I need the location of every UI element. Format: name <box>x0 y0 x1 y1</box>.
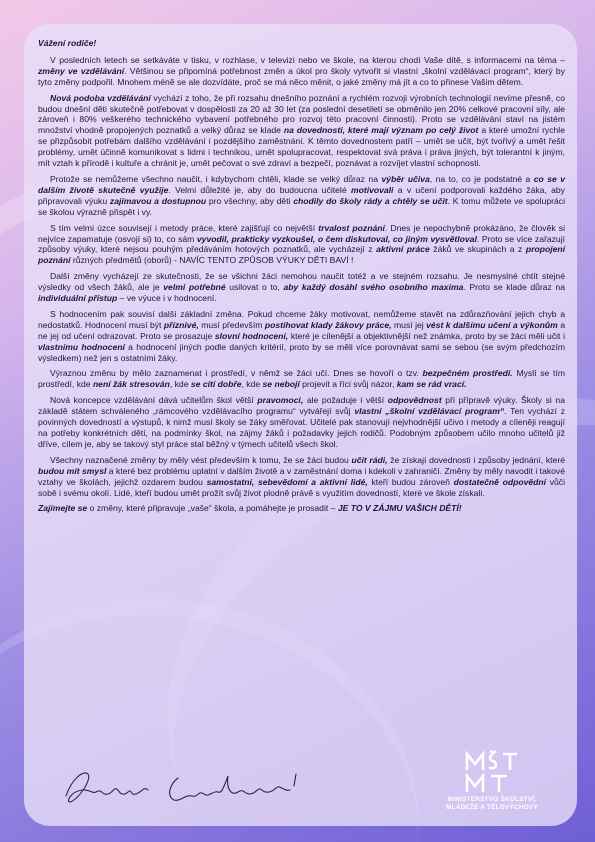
emphasis-text: příznivé, <box>163 319 199 330</box>
text-run: . Ten vychází z povinných dovedností a výstupů, k nimž musí školy se žáky směřovat. Učitelé pak stanovují nejvhodnější učivo i metody a cíleněji reagují na potřeby konkrétních dětí, na podmínky škol, na zájmy žáků i požadavky jejich rodičů. Podobným způsobem učilo mnoho učitelů již dříve, cílem je, aby se takový styl práce stal běžný v týmech učitelů všech škol. <box>38 406 565 449</box>
greeting-text: Vážení rodiče! <box>38 38 97 48</box>
emphasis-text: motivovali <box>350 184 394 195</box>
text-run: které je cílenější a objektivnější než známka, proto by se žáci měli učit i <box>288 330 565 341</box>
text-run: . Většinou se připomíná potřebnost změn a úkol pro školy vytvořit si vlastní „školní vzdělávací program“, který by tyto změny podpořil. Mnohem méně se ale dozvídáte, proč se má něco měnit, o jaké změny má jít a co to přinese Vašim dětem. <box>38 65 565 87</box>
letter-paragraph <box>38 223 565 267</box>
emphasis-text: samostatní, sebevědomí a aktivní lidé, <box>206 476 368 487</box>
text-run: – ve výuce i v hodnocení. <box>117 293 217 304</box>
text-run: že získají dovednosti i způsoby jednání, které <box>387 454 565 465</box>
text-run: Všechny naznačené změny by měly vést především k tomu, že se žáci budou <box>50 454 352 465</box>
letter-paragraph <box>38 174 565 218</box>
letter-body <box>38 38 565 514</box>
emphasis-text: není žák stresován <box>92 379 170 390</box>
text-run: ale požaduje i větší <box>303 395 388 406</box>
text-run: o změny, které připravuje „vaše“ škola, a pomáhejte je prosadit – <box>87 503 338 514</box>
text-run: vychází z toho, že při rozsahu dnešního poznání a rychlém rozvoji výrobních technologií nevíme přesně, co budou dnešní děti skutečně potřebovat v dospělosti za 20 až 30 let (za poslední desetiletí se obměnilo jen 20% celkové pracovní síly, ale zároveň i 80% veškerého technického vybavení potřebného pro rozvoj této pracovní činnosti). Proto se vzdělávání staví na jistém množství vhodně propojených poznatků a velký důraz se klade <box>38 92 565 136</box>
text-run: a které bez problému uplatní v dalším životě a v zaměstnání doma i kdekoli v zahraničí. Změny by měly navodit i takové vztahy ve školách, jejichž ozdarem budou <box>38 465 565 487</box>
text-run: Nová koncepce vzdělávání dává učitelům škol větší <box>50 395 258 406</box>
emphasis-text: vlastní „školní vzdělávací program“ <box>354 406 505 417</box>
emphasis-text: propojení poznání <box>38 244 566 266</box>
text-run: žáků ve skupinách a z <box>429 244 526 255</box>
text-run: V posledních letech se setkáváte v tisku, v rozhlase, v televizi nebo ve škole, na kterou chodí Vaše dítě, s informacemi na téma – <box>50 54 565 65</box>
text-run: , kde <box>241 379 263 390</box>
letter-paragraph <box>38 271 565 304</box>
emphasis-text: Nová podoba vzdělávání <box>50 92 151 103</box>
text-run: usilovat o to, <box>225 282 284 293</box>
emphasis-text: zajímavou a dostupnou <box>109 195 207 206</box>
text-run: Výraznou změnu by mělo zaznamenat i prostředí, v němž se žáci učí. Dnes se hovoří o tzv. <box>50 368 423 379</box>
text-run: a v učení podporovali každého žáka, aby připravovali výuku <box>38 184 565 206</box>
emphasis-text: aktivní práce <box>376 244 430 255</box>
emphasis-text: velmi potřebné <box>163 282 226 293</box>
text-run: různých předmětů (oborů) - NAVÍC TENTO ZPŮSOB VÝUKY DĚTI BAVÍ ! <box>70 255 354 266</box>
emphasis-text: změny ve vzdělávání <box>38 65 125 76</box>
text-run: . Velmi důležité je, aby do budoucna učitelé <box>168 184 351 195</box>
emphasis-text: postihovat klady žákovy práce, <box>264 319 392 330</box>
greeting <box>38 38 565 49</box>
emphasis-text: bezpečném prostředí. <box>422 368 513 379</box>
emphasis-text: vést k dalšímu učení a výkonům <box>426 319 558 330</box>
emphasis-text: odpovědnost <box>387 395 442 406</box>
letter-paragraph <box>38 395 565 450</box>
text-run: kteří budou zároveň <box>367 476 454 487</box>
letter-paragraph <box>38 455 565 499</box>
emphasis-text: co se v dalším životě skutečně využije <box>38 173 565 195</box>
text-run: S hodnocením pak souvisí další základní změna. Pokud chceme žáky motivovat, nemůžeme stavět na zdůrazňování jejich chyb a nedostatků. Hodnocení musí být <box>38 308 565 330</box>
letter-panel <box>24 24 577 826</box>
emphasis-text: trvalost poznání <box>318 222 385 233</box>
emphasis-text: individuální přístup <box>38 293 118 304</box>
text-run: vůči sobě i svému okolí. Lidé, kteří budou umět prožít svůj život plodně právě s využitím dovedností, které ve škole získali. <box>38 476 565 498</box>
text-run: Další změny vycházejí ze skutečnosti, že se všichni žáci nemohou naučit totéž a ve stejném rozsahu. Je nesmyslné chtít stejné výsledky od všech žáků, ale je <box>38 271 565 293</box>
text-run: při přípravě výuky. Školy si na základě státem schváleného „rámcového vzdělávacího programu“ vytvářejí svůj <box>38 395 565 417</box>
text-run: musí jej <box>391 319 427 330</box>
text-run: a ne jej od učení odrazovat. Proto se prosazuje <box>38 319 566 341</box>
text-run: . Proto se více zařazují způsoby výuky, které nejsou pouhým předáváním hotových poznatků, ale vycházejí z <box>38 233 566 255</box>
text-run: . Proto se klade důraz na <box>463 282 565 293</box>
emphasis-text: Zajímejte se <box>38 503 88 514</box>
text-run: Myslí se tím prostředí, kde <box>38 368 565 390</box>
emphasis-text: vlastnímu hodnocení <box>38 341 125 352</box>
emphasis-text: chodily do školy rády a chtěly se učit <box>293 195 448 206</box>
signature <box>58 756 318 814</box>
logo-line-2: MLÁDEŽE A TĚLOVÝCHOVY <box>446 804 538 811</box>
emphasis-text: kam se rád vrací. <box>396 379 467 390</box>
letter-paragraph <box>38 368 565 390</box>
text-run: pro všechny, aby děti <box>206 195 294 206</box>
emphasis-text: dostatečně odpovědní <box>453 476 547 487</box>
emphasis-text: na dovednosti, které mají význam po celý život <box>283 125 479 136</box>
emphasis-text: se nebojí <box>262 379 300 390</box>
emphasis-text: výběr učiva <box>381 173 430 184</box>
text-run: S tím velmi úzce souvisejí i metody práce, které zajišťují co největší <box>50 222 319 233</box>
emphasis-text: se cítí dobře <box>190 379 242 390</box>
text-run: . Dnes je nepochybně prokázáno, že člověk si nejvíce zapamatuje (osvojí si) to, co sám <box>38 222 565 244</box>
letter-paragraph <box>38 55 565 88</box>
emphasis-text: budou mít smysl <box>38 465 107 476</box>
text-run: , kde <box>169 379 191 390</box>
emphasis-text: učit rádi, <box>351 454 388 465</box>
text-run: Protože se nemůžeme všechno naučit, i kdybychom chtěli, klade se velký důraz na <box>50 173 382 184</box>
closing-line <box>38 503 565 514</box>
emphasis-text: aby každý dosáhl svého osobního maxima <box>283 282 464 293</box>
emphasis-text: JE TO V ZÁJMU VAŠICH DĚTÍ! <box>337 503 462 514</box>
letter-paragraph <box>38 309 565 364</box>
letter-paragraph <box>38 93 565 169</box>
text-run: projevit a říci svůj názor, <box>299 379 397 390</box>
logo-line-1: MINISTERSTVO ŠKOLSTVÍ, <box>447 796 537 803</box>
emphasis-text: slovní hodnocení, <box>214 330 289 341</box>
signature-icon <box>58 756 318 814</box>
letter-paragraphs <box>38 55 565 499</box>
text-run: a hodnocení jiných podle daných kritérií, proto by se měli více porovnávat sami se sebou (se svým předchozím výsledkem) než jen s ostatními žáky. <box>38 341 566 363</box>
text-run: , na to, co je podstatné a <box>429 173 534 184</box>
text-run: . K tomu můžete ve spolupráci se školou výrazně přispět i vy. <box>38 195 565 217</box>
msmt-monogram-icon <box>463 750 521 796</box>
ministry-logo <box>429 750 555 812</box>
text-run: a které umožní rychle se přizpůsobit potřebám dalšího vzdělávání i pozdějšího zaměstnání. K těmto dovednostem patří – umět se učit, být tvořivý a umět řešit problémy, umět účinně komunikovat s lidmi i technikou, umět spolupracovat, respektovat svá práva i práva jiných, být tolerantní k jiným, mít vztah k přírodě i kultuře a chránit je, umět pečovat o své zdraví a bezpečí, poznávat a rozvíjet vlastní schopnosti. <box>38 125 565 169</box>
emphasis-text: pravomoci, <box>257 395 304 406</box>
emphasis-text: vyvodil, prakticky vyzkoušel, o čem diskutoval, co jiným vysvětloval <box>196 233 477 244</box>
text-run: musí především <box>198 319 265 330</box>
